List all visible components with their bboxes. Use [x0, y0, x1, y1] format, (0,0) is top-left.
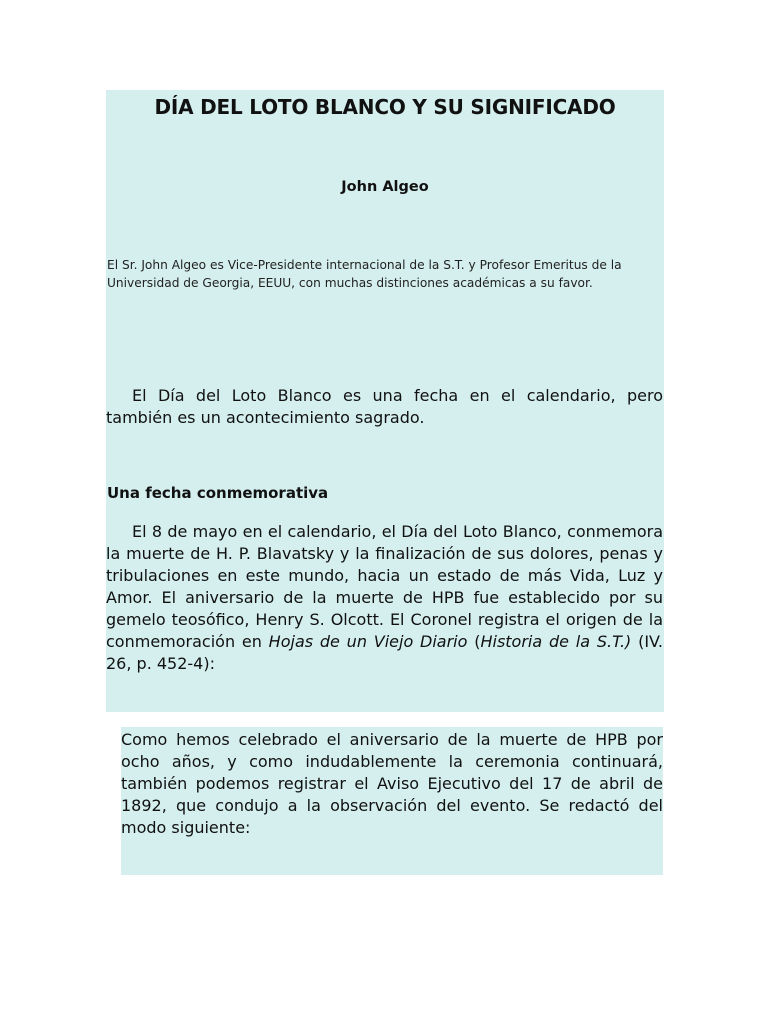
- book-subtitle: Historia de la S.T.): [480, 632, 632, 651]
- section-heading: Una fecha conmemorativa: [107, 484, 329, 502]
- article-box: [106, 90, 664, 712]
- section-text-part3: (IV. 26, p. 452-4):: [106, 632, 664, 673]
- author-name: John Algeo: [341, 179, 429, 195]
- intro-text: El Día del Loto Blanco es una fecha en el calendario, pero también es un acontecimiento sagrado.: [106, 386, 663, 427]
- intro-paragraph: [106, 385, 663, 429]
- quote-text: Como hemos celebrado el aniversario de la muerte de HPB por ocho años, y como indudablemente la ceremonia continuará, también podemos registrar el Aviso Ejecutivo del 17 de abril de 1892, que condujo a la observación del evento. Se redactó del modo siguiente:: [121, 730, 663, 837]
- quote-box: [121, 727, 663, 875]
- section-paragraph: [106, 521, 663, 675]
- section-text-part1: El 8 de mayo en el calendario, el Día del Loto Blanco, conmemora la muerte de H. P. Blavatsky y la finalización de sus dolores, penas y tribulaciones en este mundo, hacia un estado de más Vida, Luz y Amor. El aniversario de la muerte de HPB fue establecido por su gemelo teosófico, Henry S. Olcott. El Coronel registra el origen de la conmemoración en: [106, 522, 663, 651]
- document-title: DÍA DEL LOTO BLANCO Y SU SIGNIFICADO: [154, 95, 616, 119]
- book-title: Hojas de un Viejo Diario: [268, 632, 468, 651]
- author-bio: El Sr. John Algeo es Vice-Presidente internacional de la S.T. y Profesor Emeritus de la Universidad de Georgia, EEUU, con muchas distinciones académicas a su favor.: [107, 258, 622, 290]
- section-text-part2: (: [467, 632, 481, 651]
